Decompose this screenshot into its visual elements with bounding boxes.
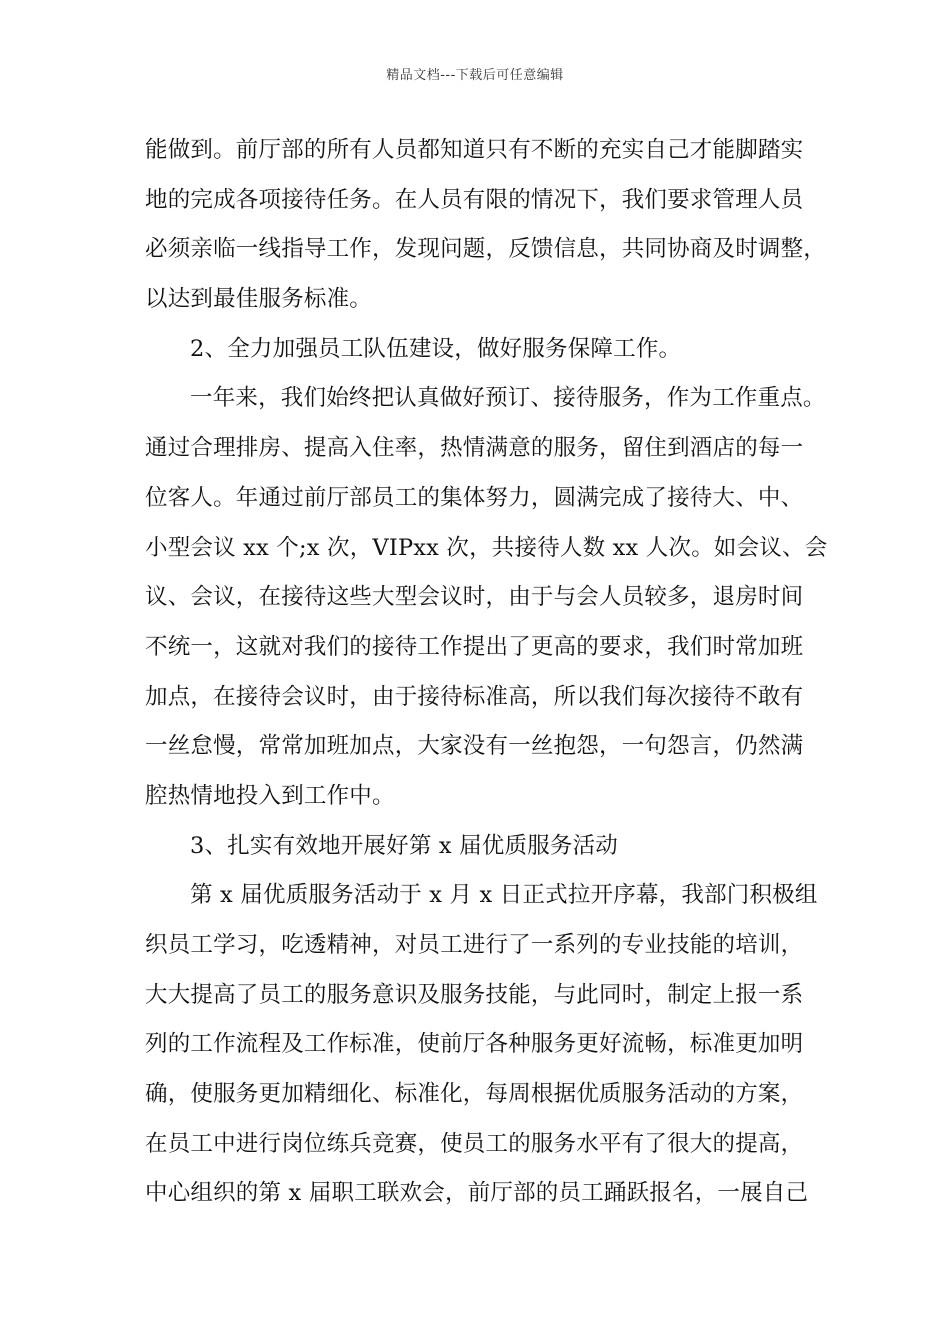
text-line: 确，使服务更加精细化、标准化，每周根据优质服务活动的方案， xyxy=(145,1081,804,1108)
text-line: 位客人。年通过前厅部员工的集体努力，圆满完成了接待大、中、 xyxy=(145,484,804,511)
text-line: 地的完成各项接待任务。在人员有限的情况下，我们要求管理人员 xyxy=(145,186,804,213)
document-body xyxy=(145,126,828,1219)
text-line: 通过合理排房、提高入住率，热情满意的服务，留住到酒店的每一 xyxy=(145,435,804,462)
text-line: 加点，在接待会议时，由于接待标准高，所以我们每次接待不敢有 xyxy=(145,683,804,710)
text-line: 大大提高了员工的服务意识及服务技能，与此同时，制定上报一系 xyxy=(145,981,804,1008)
text-line: 中心组织的第 x 届职工联欢会，前厅部的员工踊跃报名，一展自己 xyxy=(145,1180,809,1207)
text-line: 腔热情地投入到工作中。 xyxy=(145,782,395,809)
text-line: 必须亲临一线指导工作，发现问题，反馈信息，共同协商及时调整， xyxy=(145,236,827,263)
section-heading: 2、全力加强员工队伍建设，做好服务保障工作。 xyxy=(190,335,682,362)
text-line: 能做到。前厅部的所有人员都知道只有不断的充实自己才能脚踏实 xyxy=(145,137,804,163)
text-line: 不统一，这就对我们的接待工作提出了更高的要求，我们时常加班 xyxy=(145,633,804,660)
text-line: 在员工中进行岗位练兵竞赛，使员工的服务水平有了很大的提高， xyxy=(145,1130,804,1157)
section-heading: 3、扎实有效地开展好第 x 届优质服务活动 xyxy=(190,832,619,859)
text-line: 列的工作流程及工作标准，使前厅各种服务更好流畅，标准更加明 xyxy=(145,1031,804,1058)
text-line: 议、会议，在接待这些大型会议时，由于与会人员较多，退房时间 xyxy=(145,584,804,611)
text-line: 织员工学习，吃透精神，对员工进行了一系列的专业技能的培训， xyxy=(145,932,804,958)
text-line: 以达到最佳服务标准。 xyxy=(145,286,373,313)
text-line: 一丝怠慢，常常加班加点，大家没有一丝抱怨，一句怨言，仍然满 xyxy=(145,733,804,760)
text-line: 小型会议 xx 个;x 次，VIPxx 次，共接待人数 xx 人次。如会议、会 xyxy=(145,534,828,561)
paragraph-start: 一年来，我们始终把认真做好预订、接待服务，作为工作重点。 xyxy=(190,385,826,412)
paragraph-start: 第 x 届优质服务活动于 x 月 x 日正式拉开序幕，我部门积极组 xyxy=(190,882,818,909)
page-header: 精品文档---下载后可任意编辑 xyxy=(386,68,564,83)
